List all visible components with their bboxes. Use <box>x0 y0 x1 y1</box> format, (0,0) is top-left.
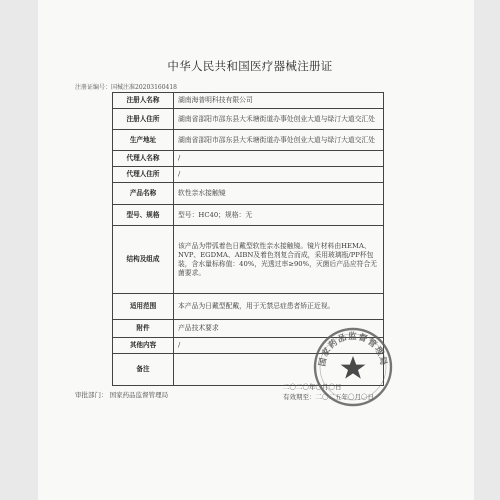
row-label: 注册人住所 <box>113 109 174 130</box>
row-label: 型号、规格 <box>113 205 174 226</box>
star-icon <box>341 356 366 379</box>
row-label: 产品名称 <box>113 183 174 205</box>
row-label: 其他内容 <box>113 338 174 354</box>
official-seal-stamp <box>312 326 394 408</box>
row-value: 该产品为带弧着色日戴型软性亲水接触镜。镜片材料由HEMA、NVP、EGDMA、AIBN及着色剂复合而成，采用玻璃瓶/PP杯包装，含水量标称值：40%，光透过率≥90%，灭菌后产品应符合无菌要求。 <box>174 226 384 294</box>
row-value: 本产品为日戴型配戴，用于无禁忌症患者矫正近视。 <box>174 294 384 320</box>
row-value: 型号：HC40；规格：无 <box>174 205 384 226</box>
table-row <box>113 151 384 167</box>
table-row <box>113 294 384 320</box>
table-row <box>113 130 384 151</box>
row-label: 注册人名称 <box>113 93 174 109</box>
table-row <box>113 109 384 130</box>
table-row <box>113 226 384 294</box>
row-value: / <box>174 338 384 354</box>
row-value: 湖南省邵阳市邵东县大禾塘街道办事处创业大道与绿汀大道交汇处 <box>174 109 384 130</box>
row-value: 软性亲水接触镜 <box>174 183 384 205</box>
row-value: 湖南省邵阳市邵东县大禾塘街道办事处创业大道与绿汀大道交汇处 <box>174 130 384 151</box>
row-label: 代理人名称 <box>113 151 174 167</box>
row-label: 备注 <box>113 354 174 386</box>
row-label: 附件 <box>113 320 174 338</box>
table-row <box>113 167 384 183</box>
row-label: 代理人住所 <box>113 167 174 183</box>
row-label: 适用范围 <box>113 294 174 320</box>
row-value: / <box>174 151 384 167</box>
table-row <box>113 183 384 205</box>
valid-until-date: 有效期至：二〇二五年〇月〇日 <box>283 393 374 401</box>
approval-date: 二〇二〇年〇月〇日 <box>283 383 342 391</box>
document-title: 中华人民共和国医疗器械注册证 <box>167 59 333 73</box>
row-value: / <box>174 167 384 183</box>
row-label: 结构及组成 <box>113 226 174 294</box>
row-value: 湖南海普明科技有限公司 <box>174 93 384 109</box>
table-row <box>113 205 384 226</box>
issuing-authority: 审批部门： 国家药品监督管理局 <box>75 391 169 399</box>
registration-number: 注册证编号：国械注准20203160418 <box>75 84 177 91</box>
seal-text: 国家药品监督管理局 <box>317 332 389 368</box>
row-label: 生产地址 <box>113 130 174 151</box>
row-value: 产品技术要求 <box>174 320 384 338</box>
table-row <box>113 93 384 109</box>
